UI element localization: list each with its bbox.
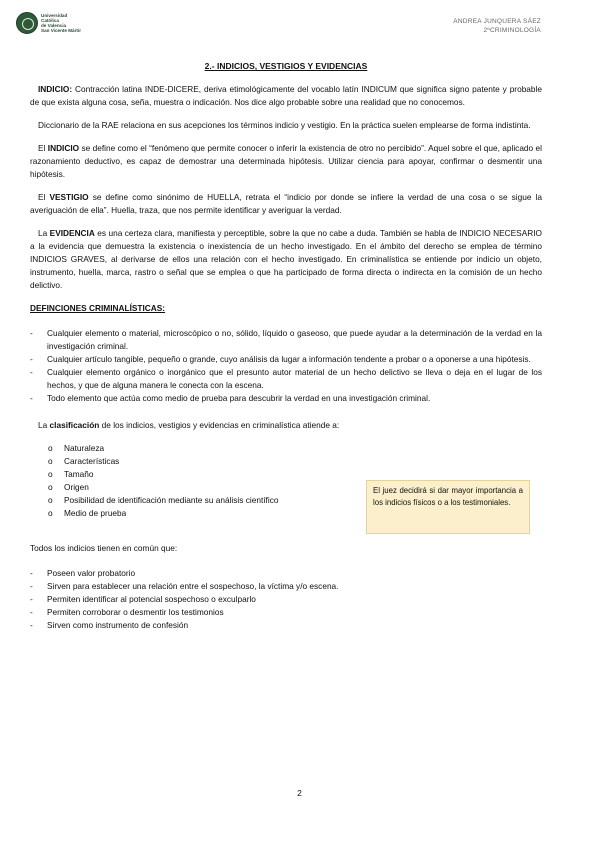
university-logo [16, 12, 86, 34]
common-intro: Todos los indicios tienen en común que: [30, 543, 178, 553]
list-item-text: Sirven para establecer una relación entre el sospechoso, la víctima y/o escena. [47, 581, 339, 591]
list-item-text: Permiten corroborar o desmentir los testimonios [47, 607, 224, 617]
university-name [41, 13, 81, 33]
university-seal-icon [16, 12, 38, 34]
circle-bullet: o [48, 443, 53, 453]
dash-bullet: - [30, 620, 33, 630]
list-item-text: Todo elemento que actúa como medio de prueba para descubrir la verdad en una investigación criminal. [47, 393, 431, 403]
paragraph-text: La [38, 420, 50, 430]
author-name: ANDREA JUNQUERA SÁEZ [453, 18, 541, 25]
paragraph-vestigio [30, 191, 542, 217]
paragraph-text: Diccionario de la RAE relaciona en sus acepciones los términos indicio y vestigio. En la práctica suelen emplearse de forma indistinta. [38, 120, 531, 130]
dash-bullet: - [30, 328, 33, 338]
dash-bullet: - [30, 607, 33, 617]
section-heading: 2.- INDICIOS, VESTIGIOS Y EVIDENCIAS [204, 61, 368, 71]
term-indicio-bold: INDICIO [47, 143, 80, 153]
logo-text-line: de Valencia [41, 23, 67, 28]
circle-bullet: o [48, 508, 53, 518]
dash-bullet: - [30, 568, 33, 578]
dash-bullet: - [30, 393, 33, 403]
page-header [453, 17, 541, 35]
classification-intro [30, 419, 542, 432]
list-item-text: Tamaño [64, 469, 94, 479]
circle-bullet: o [48, 482, 53, 492]
list-item-text: Permiten identificar al potencial sospechoso o exculparlo [47, 594, 256, 604]
list-item-text: Medio de prueba [64, 508, 127, 518]
list-item-text: Posibilidad de identificación mediante su análisis científico [64, 495, 279, 505]
paragraph-indicio [30, 83, 542, 109]
list-item-text: Cualquier artículo tangible, pequeño o grande, cuyo análisis da lugar a información tendente a probar o a oponerse a una hipótesis. [47, 354, 531, 364]
list-item [30, 593, 542, 606]
term-clasificacion: clasificación [49, 420, 100, 430]
list-item [30, 580, 542, 593]
classification-block [30, 442, 542, 524]
note-box: El juez decidirá si dar mayor importancia a los indicios físicos o a los testimoniales. [366, 480, 530, 534]
list-item [30, 567, 542, 580]
paragraph-text: El [38, 143, 48, 153]
list-item-text: Cualquier elemento o material, microscópico o no, sólido, líquido o gaseoso, que puede ayudar a la determinación de la verdad en la investigación criminal. [47, 328, 542, 351]
term-indicio: INDICIO: [38, 84, 73, 94]
list-item-text: Origen [64, 482, 89, 492]
paragraph-text: es una certeza clara, manifiesta y perceptible, sobre la que no cabe a duda. También se habla de INDICIO NECESARIO a la evidencia que demuestra la existencia o inexistencia de un hecho investigado. En el ámbito del derecho se emplea de término INDICIOS GRAVES, al derivarse de ellos una relación con el hecho investigado. En criminalística se entiende por indicio un objeto, instrumento, huella, marca, rastro o señal que se emplea o que ha participado de forma directa o indirecta en la comisión de un hecho delictivo. [30, 228, 542, 290]
list-item [30, 392, 542, 405]
paragraph-text: La [38, 228, 50, 238]
dash-bullet: - [30, 354, 33, 364]
term-vestigio: VESTIGIO [49, 192, 89, 202]
term-evidencia: EVIDENCIA [49, 228, 95, 238]
list-item [30, 606, 542, 619]
list-item [30, 366, 542, 392]
list-item [30, 353, 542, 366]
list-item-text: Cualquier elemento orgánico o inorgánico que el presunto autor material de un hecho delictivo se lleva o deja en el lugar de los hechos, y que de alguna manera le conecta con la escena. [47, 367, 542, 390]
paragraph-evidencia [30, 227, 542, 292]
common-list [30, 567, 542, 632]
paragraph-text: Contracción latina INDE-DICERE, deriva etimológicamente del vocablo latín INDICUM que significa signo patente y probable de que exista alguna cosa, seña, muestra o indicación. Nos dice algo probable sobre una realidad que no conocemos. [30, 84, 542, 107]
dash-bullet: - [30, 367, 33, 377]
logo-text-line: San Vicente Mártir [41, 28, 81, 33]
circle-bullet: o [48, 469, 53, 479]
dash-bullet: - [30, 581, 33, 591]
circle-bullet: o [48, 456, 53, 466]
dash-bullet: - [30, 594, 33, 604]
paragraph-text: El [38, 192, 50, 202]
list-item-text: Poseen valor probatorio [47, 568, 136, 578]
list-item [30, 619, 542, 632]
logo-text-line: Universidad [41, 13, 68, 18]
definitions-list [30, 327, 542, 405]
list-item-text: Naturaleza [64, 443, 105, 453]
paragraph-text: se define como el “fenómeno que permite conocer o inferir la existencia de otro no percibido”. Aquel sobre el que, aplicado el razonamiento deductivo, es capaz de demostrar una determinada hipótesis. Utilizar ciencia para apoyar, confirmar o desmentir una hipótesis. [30, 143, 542, 179]
definitions-heading: DEFINCIONES CRIMINALÍSTICAS: [30, 303, 166, 313]
list-item-text: Características [64, 456, 120, 466]
page-number: 2 [297, 788, 302, 798]
paragraph-text: de los indicios, vestigios y evidencias en criminalística atiende a: [99, 420, 340, 430]
course-name: 2ºCRIMINOLOGÍA [483, 27, 541, 34]
circle-bullet: o [48, 495, 53, 505]
paragraph-text: se define como sinónimo de HUELLA, retrata el “indicio por donde se infiere la verdad de una cosa o se sigue la averiguación de ella”. Huella, traza, que nos permite identificar y averiguar la verdad. [30, 192, 542, 215]
document-body [30, 60, 542, 642]
logo-text-line: Católica [41, 18, 59, 23]
list-item [30, 327, 542, 353]
paragraph-rae [30, 119, 542, 132]
list-item [30, 455, 542, 468]
list-item-text: Sirven como instrumento de confesión [47, 620, 189, 630]
paragraph-indicio-definition [30, 142, 542, 181]
list-item [30, 442, 542, 455]
